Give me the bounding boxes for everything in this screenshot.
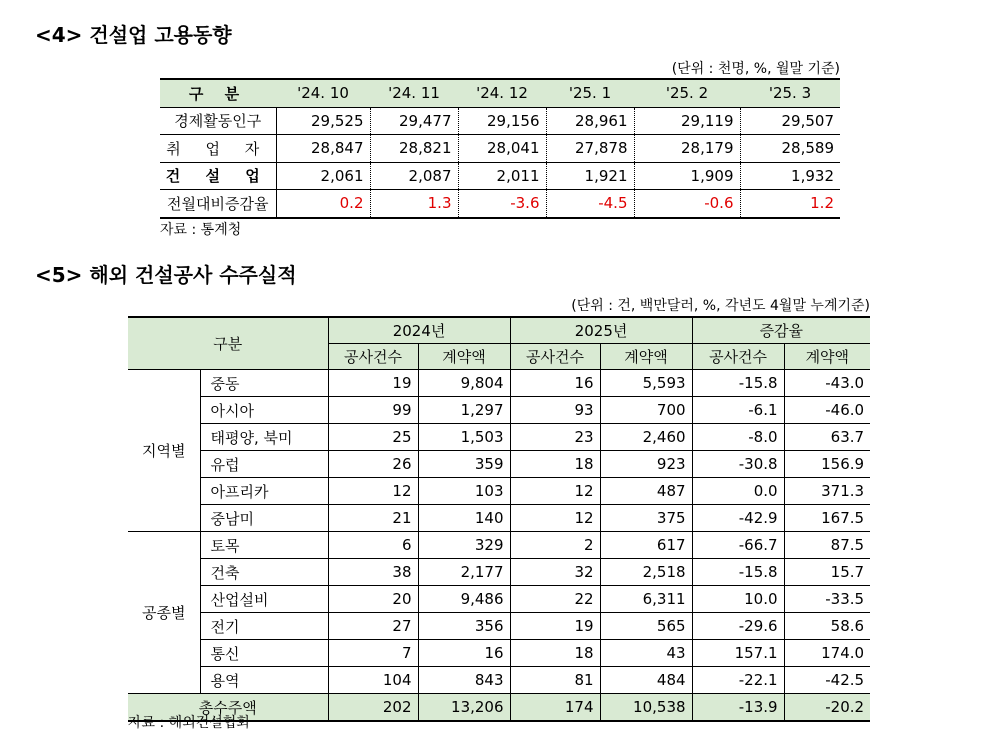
- table-cell: 7: [328, 640, 418, 667]
- row-label: 중남미: [200, 505, 328, 532]
- column-header: 계약액: [418, 344, 510, 370]
- table-cell: 2,011: [458, 162, 546, 190]
- group-label: 지역별: [128, 370, 200, 532]
- table-cell: 9,486: [418, 586, 510, 613]
- row-label: 아프리카: [200, 478, 328, 505]
- table-cell: 371.3: [784, 478, 870, 505]
- table-cell: 0.0: [692, 478, 784, 505]
- table-row: [128, 478, 870, 505]
- table-cell: 19: [510, 613, 600, 640]
- section4-title: <4> 건설업 고용동향: [35, 23, 232, 47]
- table-row: [128, 532, 870, 559]
- table-cell: 843: [418, 667, 510, 694]
- table-cell: 29,156: [458, 107, 546, 135]
- table-cell: 18: [510, 640, 600, 667]
- total-label: 총수주액: [128, 694, 328, 722]
- column-header: 공사건수: [510, 344, 600, 370]
- table-cell: 2,518: [600, 559, 692, 586]
- table-cell: -42.5: [784, 667, 870, 694]
- table-cell: 356: [418, 613, 510, 640]
- table-cell: 2,087: [370, 162, 458, 190]
- table-row: [128, 559, 870, 586]
- table-cell: 28,589: [740, 135, 840, 163]
- table-cell: 1.3: [370, 190, 458, 218]
- table-cell: 9,804: [418, 370, 510, 397]
- table-cell: 1,909: [634, 162, 740, 190]
- table-cell: 167.5: [784, 505, 870, 532]
- table-cell: 29,507: [740, 107, 840, 135]
- table-cell: 484: [600, 667, 692, 694]
- table-cell: 157.1: [692, 640, 784, 667]
- row-label: 전월대비증감율: [160, 190, 276, 218]
- column-header: '25. 1: [546, 79, 634, 107]
- table-cell: 29,477: [370, 107, 458, 135]
- table-cell: 174.0: [784, 640, 870, 667]
- column-header: 공사건수: [692, 344, 784, 370]
- table-cell: -3.6: [458, 190, 546, 218]
- column-header: 증감율: [692, 317, 870, 344]
- table-cell: 359: [418, 451, 510, 478]
- row-label: 토목: [200, 532, 328, 559]
- table-cell: 27: [328, 613, 418, 640]
- table-body: [128, 370, 870, 694]
- row-label: 유럽: [200, 451, 328, 478]
- table-cell: 15.7: [784, 559, 870, 586]
- table-row: [128, 451, 870, 478]
- table-cell: 16: [510, 370, 600, 397]
- table-cell: 29,525: [276, 107, 370, 135]
- column-header: '24. 10: [276, 79, 370, 107]
- table-cell: -46.0: [784, 397, 870, 424]
- table-cell: -15.8: [692, 370, 784, 397]
- table-cell: 21: [328, 505, 418, 532]
- row-label: 건축: [200, 559, 328, 586]
- table-cell: 28,179: [634, 135, 740, 163]
- table-cell: 12: [510, 478, 600, 505]
- table-cell: 329: [418, 532, 510, 559]
- table-row: [128, 613, 870, 640]
- table-cell: 5,593: [600, 370, 692, 397]
- table-cell: -30.8: [692, 451, 784, 478]
- row-label: 전기: [200, 613, 328, 640]
- table-cell: 1,503: [418, 424, 510, 451]
- table-cell: 87.5: [784, 532, 870, 559]
- table-cell: 58.6: [784, 613, 870, 640]
- table-cell: 19: [328, 370, 418, 397]
- table-cell: 28,847: [276, 135, 370, 163]
- table-cell: 23: [510, 424, 600, 451]
- row-label: 취 업 자: [160, 135, 276, 163]
- table-cell: 26: [328, 451, 418, 478]
- table-cell: 487: [600, 478, 692, 505]
- table-row: [160, 107, 840, 135]
- table-cell: 32: [510, 559, 600, 586]
- table-cell: -22.1: [692, 667, 784, 694]
- table-cell: 28,821: [370, 135, 458, 163]
- table-cell: -43.0: [784, 370, 870, 397]
- column-header: '24. 11: [370, 79, 458, 107]
- table-cell: 375: [600, 505, 692, 532]
- table-cell: 6,311: [600, 586, 692, 613]
- row-label: 아시아: [200, 397, 328, 424]
- table-header-row: [128, 317, 870, 344]
- table-cell: 6: [328, 532, 418, 559]
- column-header: '25. 3: [740, 79, 840, 107]
- section5-source: 자료 : 해외건설협회: [128, 715, 250, 731]
- section4-source: 자료 : 통계청: [160, 222, 242, 238]
- column-header: '24. 12: [458, 79, 546, 107]
- table-cell: 25: [328, 424, 418, 451]
- table-cell: 81: [510, 667, 600, 694]
- section4-unit: (단위 : 천명, %, 월말 기준): [671, 61, 840, 77]
- table-cell: 28,961: [546, 107, 634, 135]
- column-header: 2025년: [510, 317, 692, 344]
- table-cell: 38: [328, 559, 418, 586]
- column-header: '25. 2: [634, 79, 740, 107]
- table-cell: 12: [328, 478, 418, 505]
- table-row: [160, 162, 840, 190]
- table-cell: 18: [510, 451, 600, 478]
- table-cell: 10,538: [600, 694, 692, 722]
- table-cell: 202: [328, 694, 418, 722]
- column-header: 2024년: [328, 317, 510, 344]
- column-header: 공사건수: [328, 344, 418, 370]
- table-cell: 27,878: [546, 135, 634, 163]
- table-cell: 104: [328, 667, 418, 694]
- column-header: 계약액: [784, 344, 870, 370]
- employment-table: [160, 78, 840, 219]
- row-label: 산업설비: [200, 586, 328, 613]
- table-cell: -6.1: [692, 397, 784, 424]
- table-row: [160, 190, 840, 218]
- table-cell: -13.9: [692, 694, 784, 722]
- table-row: [128, 370, 870, 397]
- row-label: 건 설 업: [160, 162, 276, 190]
- section5-unit: (단위 : 건, 백만달러, %, 각년도 4월말 누계기준): [571, 298, 870, 314]
- table-cell: 29,119: [634, 107, 740, 135]
- table-row: [128, 505, 870, 532]
- row-label: 태평양, 북미: [200, 424, 328, 451]
- table-cell: 99: [328, 397, 418, 424]
- overseas-orders-table: [128, 316, 870, 722]
- table-cell: 1,932: [740, 162, 840, 190]
- table-cell: 1.2: [740, 190, 840, 218]
- table-cell: 2,061: [276, 162, 370, 190]
- table-row: [160, 135, 840, 163]
- group-label: 공종별: [128, 532, 200, 694]
- table-cell: 93: [510, 397, 600, 424]
- row-label: 경제활동인구: [160, 107, 276, 135]
- table-cell: 103: [418, 478, 510, 505]
- table-cell: -42.9: [692, 505, 784, 532]
- table-cell: -8.0: [692, 424, 784, 451]
- table-cell: -33.5: [784, 586, 870, 613]
- table-cell: 10.0: [692, 586, 784, 613]
- table-cell: 16: [418, 640, 510, 667]
- row-label: 용역: [200, 667, 328, 694]
- table-cell: 700: [600, 397, 692, 424]
- table-row: [128, 640, 870, 667]
- table-row: [128, 586, 870, 613]
- table-cell: 0.2: [276, 190, 370, 218]
- section5-title: <5> 해외 건설공사 수주실적: [35, 263, 297, 287]
- table-row: [128, 397, 870, 424]
- table-cell: -29.6: [692, 613, 784, 640]
- table-cell: 13,206: [418, 694, 510, 722]
- table-cell: 565: [600, 613, 692, 640]
- table-cell: -15.8: [692, 559, 784, 586]
- table-header-row: [160, 79, 840, 107]
- table-cell: 1,921: [546, 162, 634, 190]
- table-cell: -66.7: [692, 532, 784, 559]
- row-label: 중동: [200, 370, 328, 397]
- table-row: [128, 667, 870, 694]
- table-cell: 12: [510, 505, 600, 532]
- table-cell: 28,041: [458, 135, 546, 163]
- table-cell: -0.6: [634, 190, 740, 218]
- table-cell: 20: [328, 586, 418, 613]
- table-cell: 63.7: [784, 424, 870, 451]
- table-cell: 156.9: [784, 451, 870, 478]
- table-cell: 2: [510, 532, 600, 559]
- table-cell: 140: [418, 505, 510, 532]
- table-cell: -4.5: [546, 190, 634, 218]
- column-header: 구분: [128, 317, 328, 370]
- table-cell: 923: [600, 451, 692, 478]
- table-cell: 174: [510, 694, 600, 722]
- table-row: [128, 424, 870, 451]
- table-cell: -20.2: [784, 694, 870, 722]
- column-header: 계약액: [600, 344, 692, 370]
- row-label: 통신: [200, 640, 328, 667]
- table-cell: 1,297: [418, 397, 510, 424]
- table-cell: 2,177: [418, 559, 510, 586]
- column-header: 구 분: [160, 79, 276, 107]
- table-cell: 22: [510, 586, 600, 613]
- table-cell: 617: [600, 532, 692, 559]
- table-cell: 2,460: [600, 424, 692, 451]
- table-cell: 43: [600, 640, 692, 667]
